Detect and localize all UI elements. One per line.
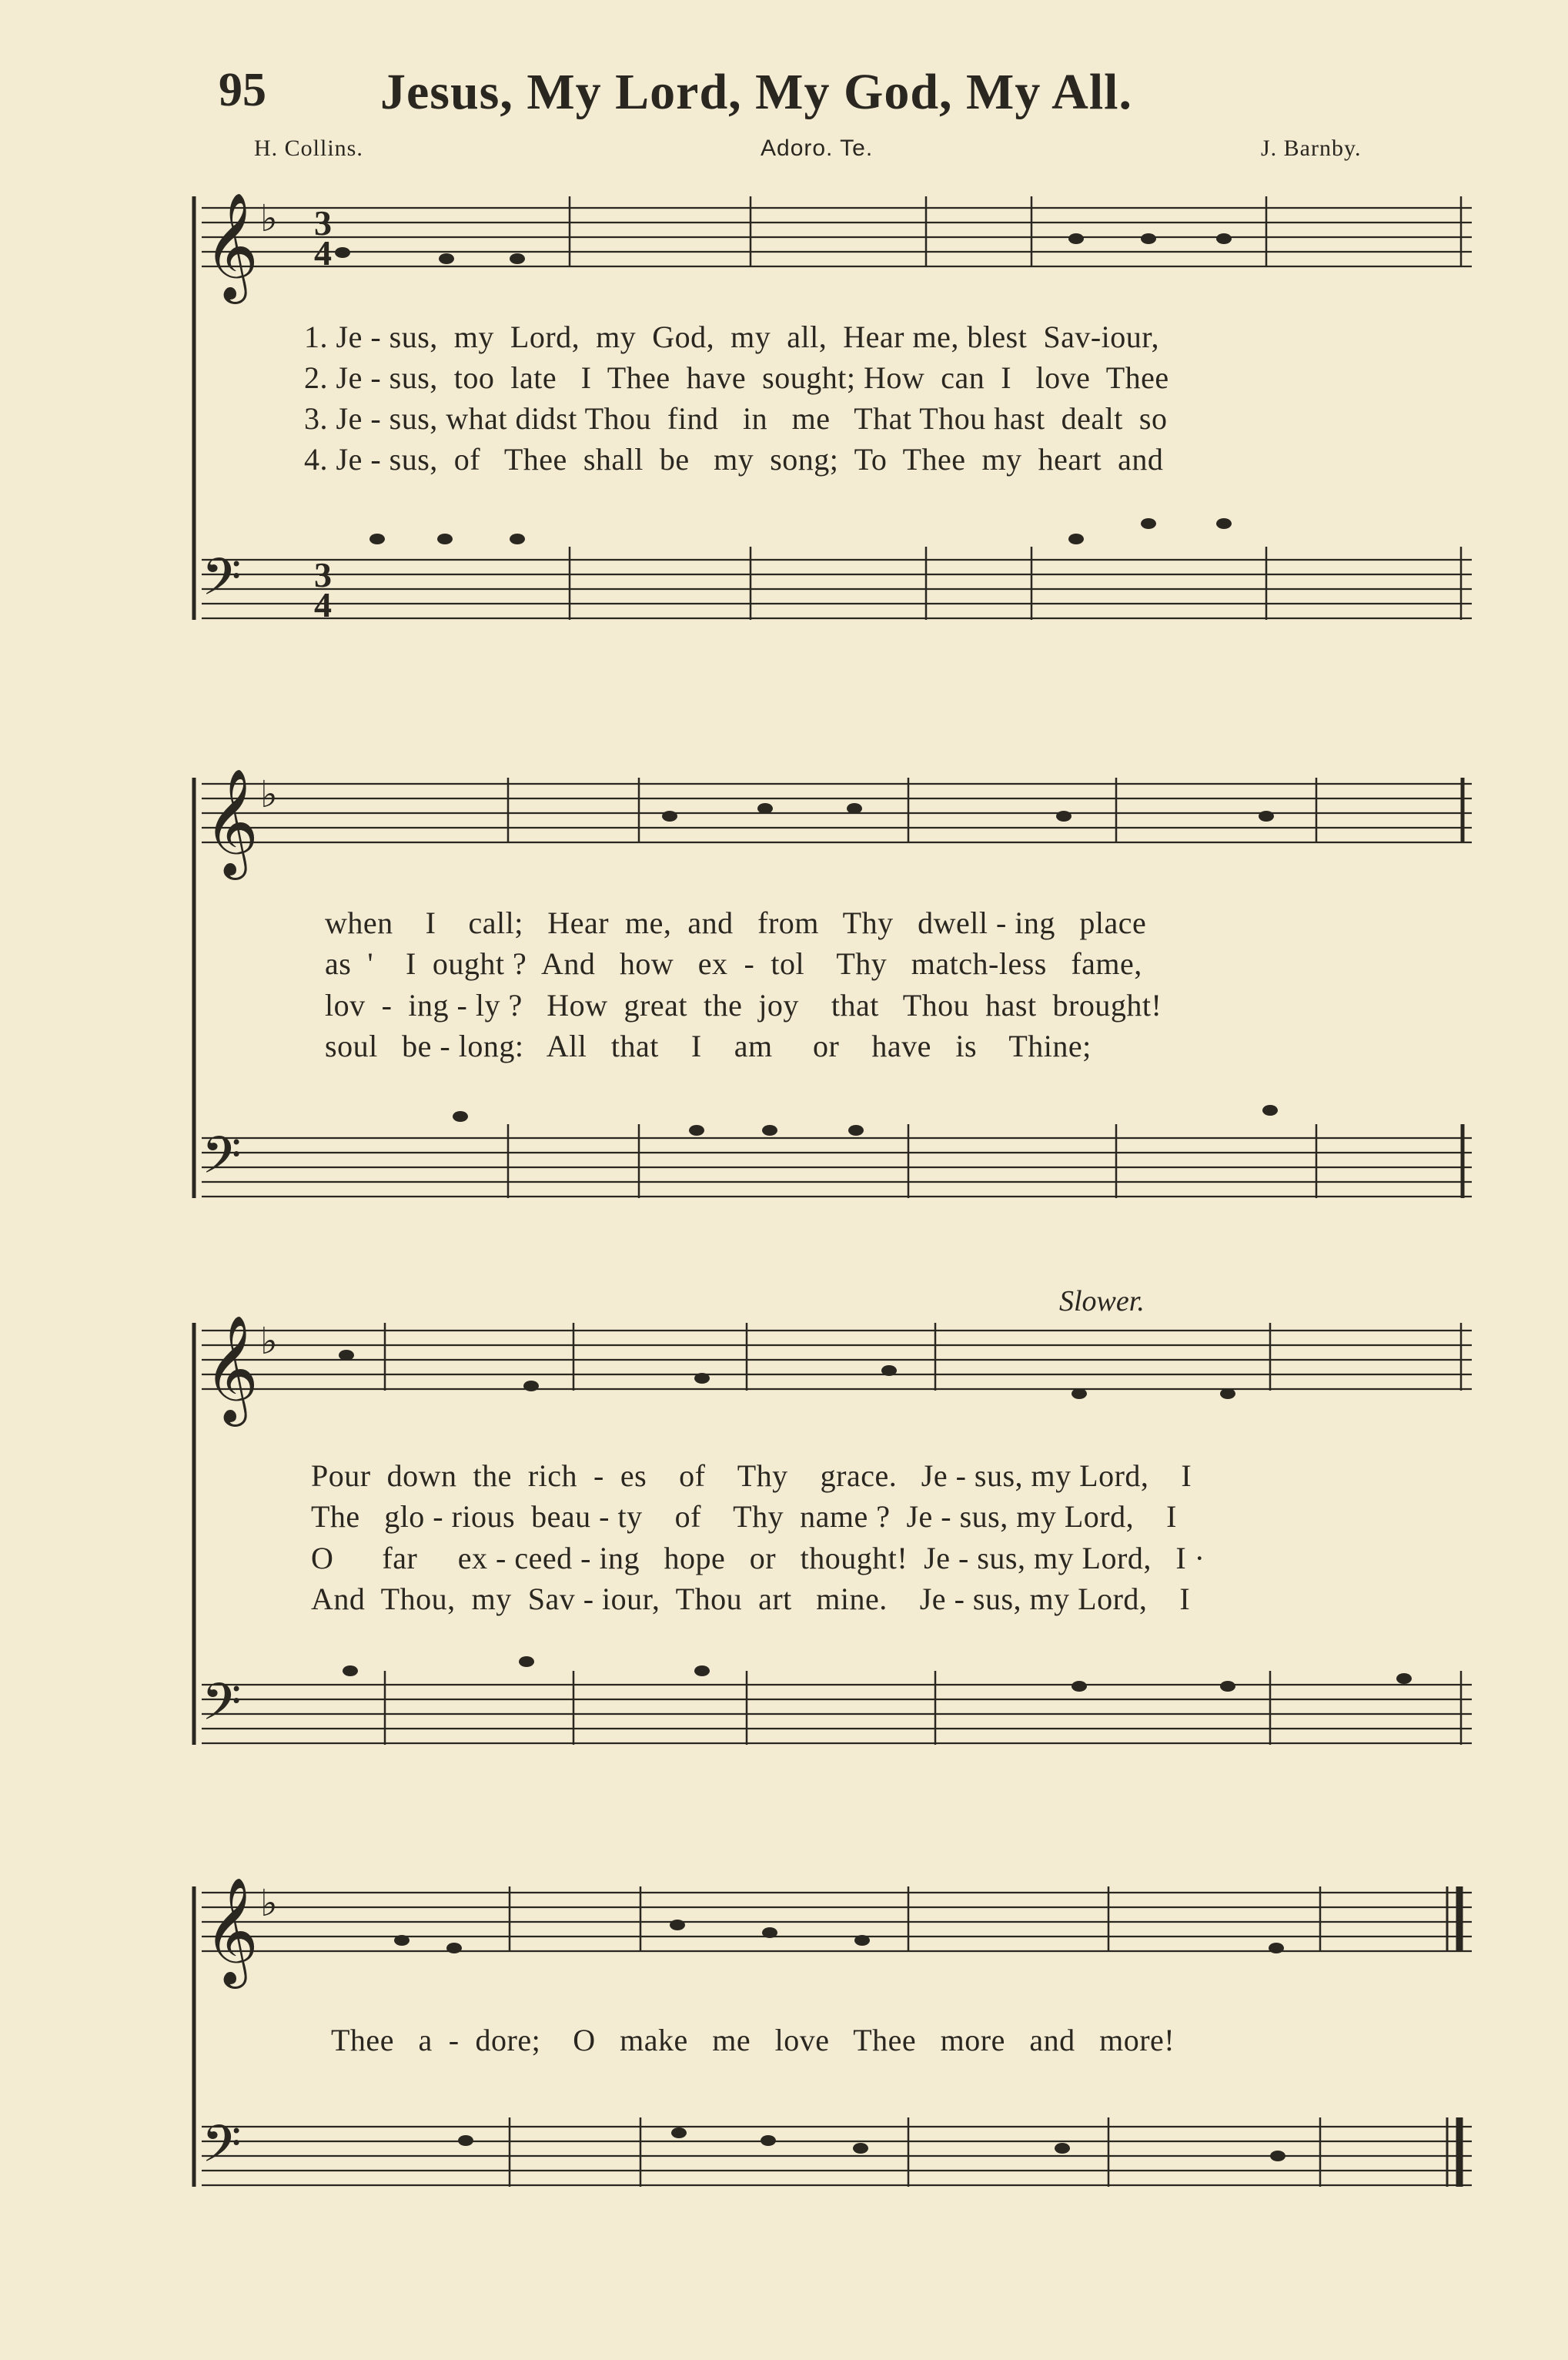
svg-text:𝄞: 𝄞 (204, 768, 259, 875)
lyric-line: soul be - long: All that I am or have is Thine; (325, 1029, 1092, 1063)
svg-text:3: 3 (314, 203, 332, 243)
system-2-bass-staff (202, 1105, 1472, 1198)
lyric-line: And Thou, my Sav - iour, Thou art mine. Je - sus, my Lord, I (311, 1582, 1191, 1616)
system-3-treble-staff (202, 1315, 1472, 1427)
svg-text:𝄞: 𝄞 (204, 192, 259, 300)
svg-text:𝄢: 𝄢 (202, 1126, 242, 1197)
tune-name: Adoro. Te. (761, 136, 874, 161)
svg-text:𝄞: 𝄞 (204, 1877, 259, 1984)
lyric-line: 2. Je - sus, too late I Thee have sought; How can I love Thee (304, 360, 1169, 395)
svg-text:♭: ♭ (260, 1320, 278, 1363)
lyric-line: as ' I ought ? And how ex - tol Thy match-less fame, (325, 946, 1142, 981)
system-2-treble-staff (202, 768, 1472, 880)
tempo-marking: Slower. (1059, 1285, 1145, 1317)
author-credit: H. Collins. (254, 136, 363, 161)
hymn-number: 95 (219, 64, 266, 116)
svg-text:♭: ♭ (260, 197, 278, 240)
lyric-line: The glo - rious beau - ty of Thy name ? Je - sus, my Lord, I (311, 1499, 1177, 1534)
system-4-treble-staff (202, 1877, 1472, 1989)
svg-text:𝄢: 𝄢 (202, 2114, 242, 2186)
svg-text:♭: ♭ (260, 773, 278, 816)
lyric-line: Pour down the rich - es of Thy grace. Je - sus, my Lord, I (311, 1458, 1192, 1493)
lyric-line: 4. Je - sus, of Thee shall be my song; To Thee my heart and (304, 442, 1164, 477)
system-3-bass-staff (202, 1656, 1472, 1745)
svg-text:4: 4 (314, 233, 332, 273)
lyric-line: lov - ing - ly ? How great the joy that Thou hast brought! (325, 988, 1162, 1023)
composer-credit: J. Barnby. (1261, 136, 1362, 161)
svg-text:♭: ♭ (260, 1882, 278, 1925)
lyric-line: when I call; Hear me, and from Thy dwell - ing place (325, 906, 1147, 940)
svg-text:𝄢: 𝄢 (202, 547, 242, 619)
hymn-title: Jesus, My Lord, My God, My All. (380, 64, 1133, 120)
lyric-line: 1. Je - sus, my Lord, my God, my all, Hear me, blest Sav-iour, (304, 320, 1160, 354)
system-4-bass-staff (202, 2114, 1472, 2187)
svg-text:3: 3 (314, 555, 332, 594)
svg-text:4: 4 (314, 585, 332, 624)
svg-text:𝄞: 𝄞 (204, 1315, 259, 1422)
lyric-line: O far ex - ceed - ing hope or thought! Je - sus, my Lord, I · (311, 1541, 1205, 1575)
system-1-treble-staff (202, 192, 1472, 304)
lyric-line: Thee a - dore; O make me love Thee more and more! (331, 2023, 1175, 2057)
svg-text:𝄢: 𝄢 (202, 1672, 242, 1744)
system-1-bass-staff (202, 518, 1472, 624)
lyric-line: 3. Je - sus, what didst Thou find in me That Thou hast dealt so (304, 401, 1168, 436)
